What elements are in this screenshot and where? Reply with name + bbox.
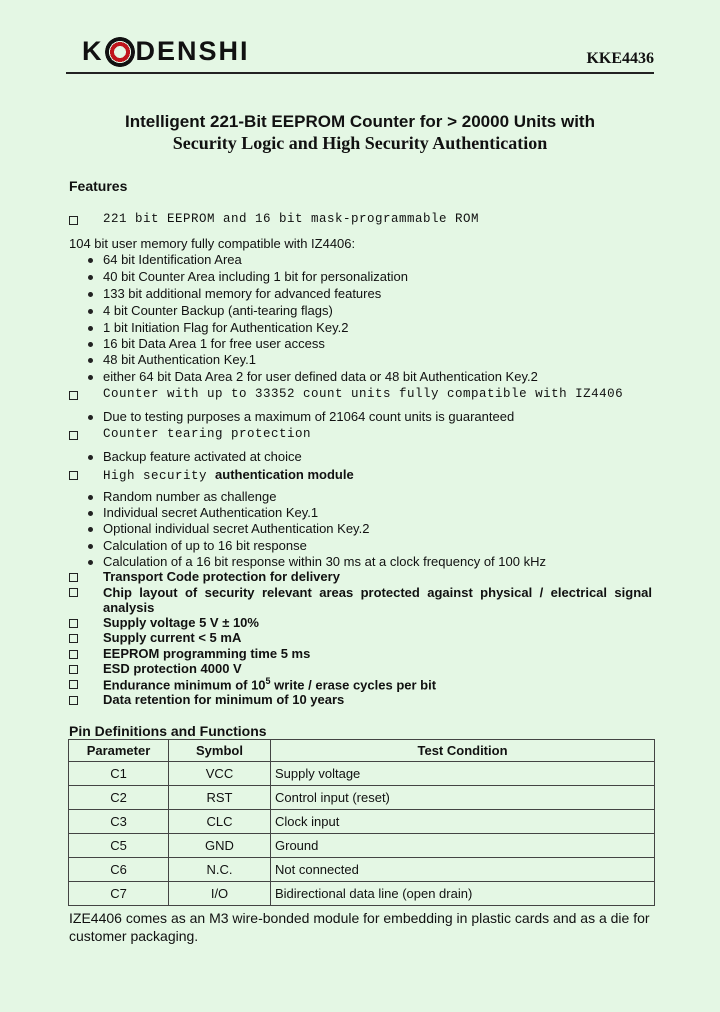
- cell-symbol: VCC: [169, 762, 271, 786]
- logo-ring-icon: [105, 37, 135, 67]
- feature-user-memory: 104 bit user memory fully compatible with IZ4406:: [69, 236, 356, 251]
- checkbox-icon: [69, 216, 78, 225]
- cell-symbol: CLC: [169, 810, 271, 834]
- checkbox-icon: [69, 471, 78, 480]
- title-line-2: Security Logic and High Security Authentication: [172, 133, 548, 153]
- cell-parameter: C1: [69, 762, 169, 786]
- checkbox-icon: [69, 391, 78, 400]
- checkbox-icon: [69, 619, 78, 628]
- pins-heading: Pin Definitions and Functions: [69, 723, 267, 739]
- cell-condition: Ground: [271, 834, 655, 858]
- table-row: [69, 762, 655, 786]
- logo-text-right: DENSHI: [135, 36, 250, 66]
- list-item: 64 bit Identification Area: [103, 252, 242, 267]
- bullet-icon: [88, 275, 93, 280]
- bullet-icon: [88, 544, 93, 549]
- bullet-icon: [88, 309, 93, 314]
- list-item: either 64 bit Data Area 2 for user defined data or 48 bit Authentication Key.2: [103, 369, 538, 384]
- endurance-exponent: 5: [265, 676, 271, 686]
- cell-parameter: C5: [69, 834, 169, 858]
- feature-chip-layout: Chip layout of security relevant areas protected against physical / electrical signal analysis: [103, 585, 652, 615]
- footer-note: IZE4406 comes as an M3 wire-bonded module for embedding in plastic cards and as a die for customer packaging.: [69, 910, 650, 944]
- checkbox-icon: [69, 634, 78, 643]
- cell-condition: Not connected: [271, 858, 655, 882]
- bullet-icon: [88, 560, 93, 565]
- list-item: Calculation of a 16 bit response within 30 ms at a clock frequency of 100 kHz: [103, 554, 546, 569]
- feature-supply-voltage: Supply voltage 5 V ± 10%: [103, 615, 259, 630]
- endurance-text-post: write / erase cycles per bit: [270, 677, 437, 693]
- feature-counter: Counter with up to 33352 count units fully compatible with IZ4406: [103, 387, 624, 401]
- checkbox-icon: [69, 573, 78, 582]
- list-item: 48 bit Authentication Key.1: [103, 352, 256, 367]
- header-divider: [66, 72, 654, 74]
- bullet-icon: [88, 326, 93, 331]
- table-row: [69, 858, 655, 882]
- header-parameter: Parameter: [69, 740, 169, 762]
- bullet-icon: [88, 527, 93, 532]
- feature-endurance: [103, 676, 436, 692]
- bullet-icon: [88, 342, 93, 347]
- cell-parameter: C3: [69, 810, 169, 834]
- feature-supply-current: Supply current < 5 mA: [103, 630, 242, 645]
- table-row: [69, 786, 655, 810]
- checkbox-icon: [69, 431, 78, 440]
- bullet-icon: [88, 358, 93, 363]
- cell-condition: Bidirectional data line (open drain): [271, 882, 655, 906]
- table-row: [69, 834, 655, 858]
- checkbox-icon: [69, 588, 78, 597]
- feature-transport-code: Transport Code protection for delivery: [103, 569, 340, 584]
- table-row: [69, 882, 655, 906]
- cell-condition: Clock input: [271, 810, 655, 834]
- list-item: 1 bit Initiation Flag for Authentication Key.2: [103, 320, 349, 335]
- bullet-icon: [88, 415, 93, 420]
- cell-symbol: GND: [169, 834, 271, 858]
- checkbox-icon: [69, 680, 78, 689]
- logo-text-left: K: [82, 36, 104, 66]
- list-item: Optional individual secret Authentication Key.2: [103, 521, 370, 536]
- checkbox-icon: [69, 650, 78, 659]
- cell-condition: Control input (reset): [271, 786, 655, 810]
- list-item: Individual secret Authentication Key.1: [103, 505, 319, 520]
- cell-condition: Supply voltage: [271, 762, 655, 786]
- bullet-icon: [88, 511, 93, 516]
- feature-auth-module-a: High security: [103, 469, 216, 483]
- cell-parameter: C2: [69, 786, 169, 810]
- checkbox-icon: [69, 696, 78, 705]
- document-number: KKE4436: [586, 50, 654, 67]
- feature-auth-module: [103, 467, 354, 483]
- feature-esd: ESD protection 4000 V: [103, 661, 242, 676]
- bullet-icon: [88, 455, 93, 460]
- list-item: 133 bit additional memory for advanced features: [103, 286, 382, 301]
- feature-auth-module-b: authentication module: [215, 467, 354, 482]
- bullet-icon: [88, 292, 93, 297]
- bullet-icon: [88, 495, 93, 500]
- bullet-icon: [88, 258, 93, 263]
- kodenshi-logo: [82, 36, 250, 67]
- checkbox-icon: [69, 665, 78, 674]
- cell-symbol: I/O: [169, 882, 271, 906]
- bullet-icon: [88, 375, 93, 380]
- table-row: [69, 810, 655, 834]
- feature-retention: Data retention for minimum of 10 years: [103, 692, 345, 707]
- cell-parameter: C7: [69, 882, 169, 906]
- features-heading: Features: [69, 178, 128, 194]
- cell-parameter: C6: [69, 858, 169, 882]
- title-line-1: Intelligent 221-Bit EEPROM Counter for > 20000 Units with: [125, 112, 595, 131]
- list-item: 40 bit Counter Area including 1 bit for personalization: [103, 269, 408, 284]
- table-header-row: [69, 740, 655, 762]
- feature-programming-time: EEPROM programming time 5 ms: [103, 646, 311, 661]
- header-test-condition: Test Condition: [271, 740, 655, 762]
- endurance-text: Endurance minimum of 10: [103, 677, 266, 693]
- feature-eeprom: 221 bit EEPROM and 16 bit mask-programmable ROM: [103, 212, 480, 226]
- list-item: Random number as challenge: [103, 489, 277, 504]
- list-item: Calculation of up to 16 bit response: [103, 538, 307, 553]
- cell-symbol: RST: [169, 786, 271, 810]
- list-item: Due to testing purposes a maximum of 21064 count units is guaranteed: [103, 409, 515, 424]
- cell-symbol: N.C.: [169, 858, 271, 882]
- feature-tearing: Counter tearing protection: [103, 427, 312, 441]
- list-item: Backup feature activated at choice: [103, 449, 302, 464]
- list-item: 16 bit Data Area 1 for free user access: [103, 336, 325, 351]
- header-symbol: Symbol: [169, 740, 271, 762]
- pin-table: [68, 739, 655, 906]
- list-item: 4 bit Counter Backup (anti-tearing flags): [103, 303, 333, 318]
